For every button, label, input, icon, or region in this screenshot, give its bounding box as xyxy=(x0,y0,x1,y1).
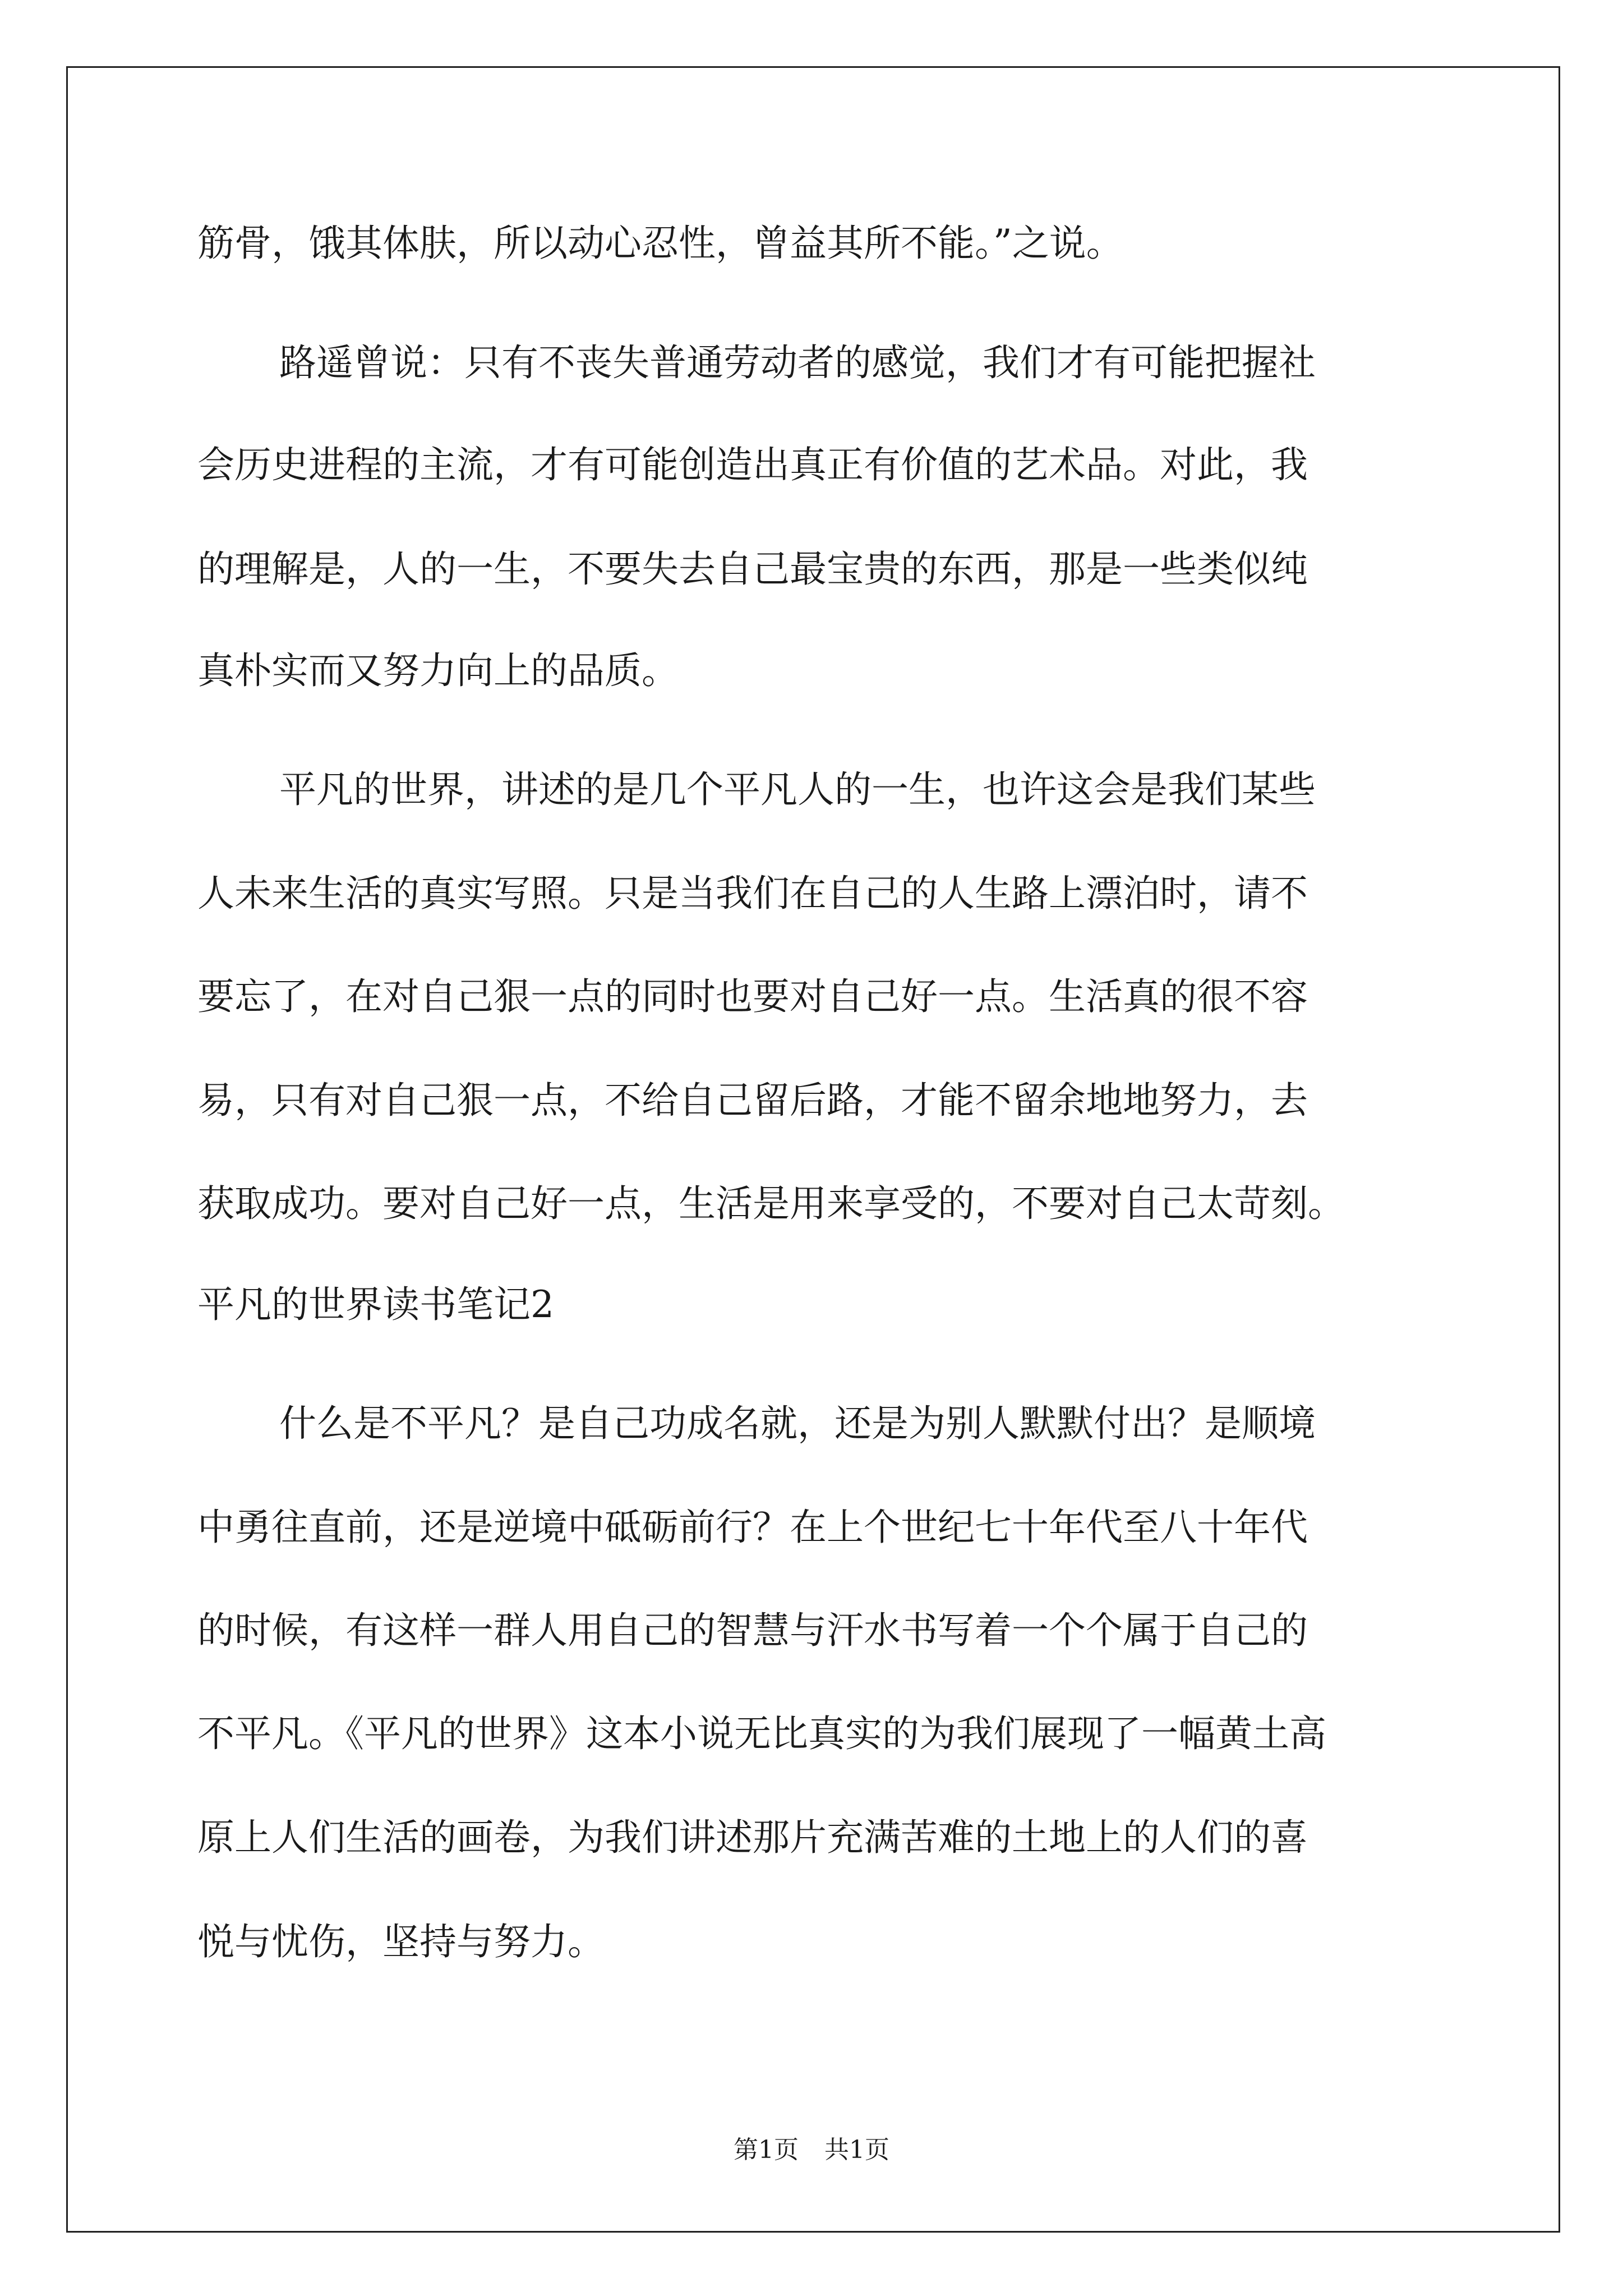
paragraph-line: 要忘了，在对自己狠一点的同时也要对自己好一点。生活真的很不容 xyxy=(197,975,1308,1018)
paragraph-line: 人未来生活的真实写照。只是当我们在自己的人生路上漂泊时，请不 xyxy=(197,872,1308,915)
paragraph-line: 易，只有对自己狠一点，不给自己留后路，才能不留余地地努力，去 xyxy=(197,1079,1308,1122)
paragraph-line: 原上人们生活的画卷，为我们讲述那片充满苦难的土地上的人们的喜 xyxy=(197,1816,1308,1859)
paragraph-line: 的时候，有这样一群人用自己的智慧与汗水书写着一个个属于自己的 xyxy=(197,1609,1308,1652)
paragraph-line: 不平凡。《平凡的世界》这本小说无比真实的为我们展现了一幅黄土高 xyxy=(197,1712,1326,1755)
page-footer xyxy=(0,2129,1623,2165)
paragraph-line: 什么是不平凡？是自己功成名就，还是为别人默默付出？是顺境 xyxy=(279,1402,1316,1445)
paragraph-line: 真朴实而又努力向上的品质。 xyxy=(197,649,679,692)
page-number: 第1页 xyxy=(734,2136,799,2164)
paragraph-line: 筋骨，饿其体肤，所以动心忍性，曾益其所不能。”之说。 xyxy=(197,222,1123,265)
paragraph-line: 悦与忧伤，坚持与努力。 xyxy=(197,1920,605,1963)
paragraph-line: 获取成功。要对自己好一点，生活是用来享受的，不要对自己太苛刻。 xyxy=(197,1182,1345,1225)
page-total: 共1页 xyxy=(824,2136,889,2164)
paragraph-line: 会历史进程的主流，才有可能创造出真正有价值的艺术品。对此，我 xyxy=(197,443,1308,486)
page-border xyxy=(66,66,1560,2233)
paragraph-line: 路遥曾说：只有不丧失普通劳动者的感觉，我们才有可能把握社 xyxy=(279,341,1316,384)
paragraph-line: 平凡的世界，讲述的是几个平凡人的一生，也许这会是我们某些 xyxy=(279,768,1316,811)
paragraph-line: 的理解是，人的一生，不要失去自己最宝贵的东西，那是一些类似纯 xyxy=(197,547,1308,591)
section-heading: 平凡的世界读书笔记2 xyxy=(197,1283,554,1326)
paragraph-line: 中勇往直前，还是逆境中砥砺前行？在上个世纪七十年代至八十年代 xyxy=(197,1506,1308,1549)
